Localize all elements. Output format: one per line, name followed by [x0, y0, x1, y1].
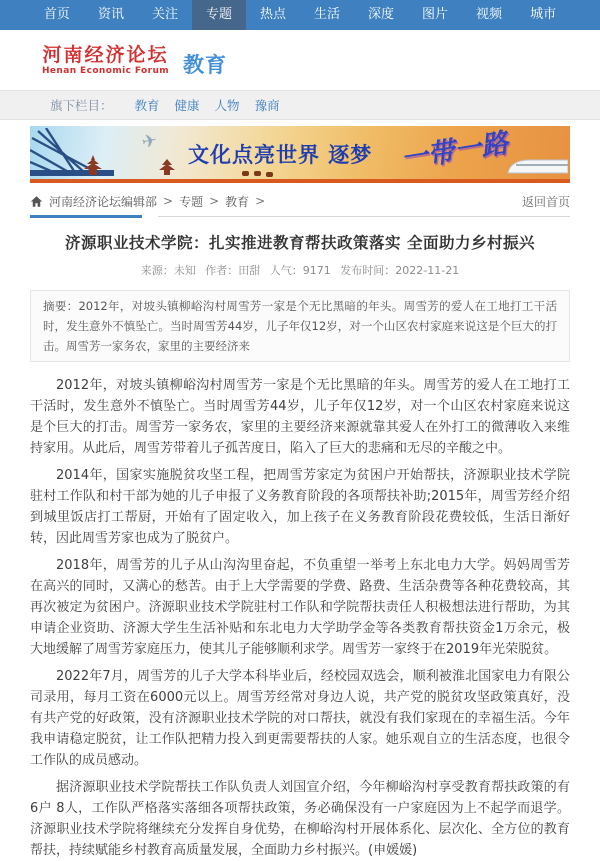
- nav-item-life[interactable]: 生活: [314, 7, 341, 22]
- nav-item-hot[interactable]: 热点: [259, 7, 286, 22]
- nav-item-depth[interactable]: 深度: [368, 7, 395, 22]
- plane-icon: ✈: [139, 129, 160, 154]
- nav-item-city[interactable]: 城市: [530, 7, 557, 22]
- pagoda-icon: [158, 159, 176, 179]
- article-title: 济源职业技术学院：扎实推进教育帮扶政策落实 全面助力乡村振兴: [65, 234, 535, 252]
- meta-date: 发布时间：2022-11-21: [340, 264, 460, 277]
- article-body: [30, 375, 570, 861]
- belt-and-road-banner[interactable]: [30, 126, 570, 183]
- article-paragraph: 2014年，国家实施脱贫攻坚工程，把周雪芳家定为贫困户开始帮扶，济源职业技术学院驻村工作队和村干部为她的儿子申报了义务教育阶段的各项帮扶补助;2015年，周雪芳经介绍到城里饭店打工帮厨，开始有了固定收入，加上孩子在义务教育阶段花费较低，生活日渐好转，因此周雪芳家也成为了脱贫户。: [30, 468, 570, 546]
- breadcrumb-separator: >: [163, 194, 174, 208]
- subnav-link-yushang[interactable]: 豫商: [254, 98, 280, 113]
- main-content: [30, 126, 570, 861]
- meta-source: 来源：未知: [140, 264, 196, 277]
- channel-title: 教育: [183, 53, 228, 77]
- breadcrumb-topics-link[interactable]: 专题: [179, 194, 204, 209]
- site-logo[interactable]: [42, 44, 169, 77]
- nav-item-video[interactable]: 视频: [476, 7, 503, 22]
- back-home-link[interactable]: 返回首页: [521, 194, 570, 209]
- banner-belt-road-text: 一带一路: [398, 127, 511, 176]
- article-paragraph: 2018年，周雪芳的儿子从山沟沟里奋起，不负重望一举考上东北电力大学。妈妈周雪芳在高兴的同时，又满心的愁苦。由于上大学需要的学费、路费、生活杂费等各种花费较高，其再次被定为贫困户。济源职业技术学院驻村工作队和学院帮扶责任人积极想法进行帮助，为其申请企业资助、济源大学生生活补贴和东北电力大学助学金等各类教育帮扶资金1万余元，极大地缓解了周雪芳家庭压力，使其儿子能够顺利求学。周雪芳一家终于在2019年光荣脱贫。: [30, 558, 570, 657]
- active-tab-underline: [30, 215, 142, 218]
- nav-item-news[interactable]: 资讯: [97, 7, 124, 22]
- subnav-link-education[interactable]: 教育: [134, 98, 160, 113]
- banner-slogan-text: 文化点亮世界 逐梦: [188, 143, 373, 167]
- breadcrumb-education-link[interactable]: 教育: [225, 194, 250, 209]
- article-paragraph: 2022年7月，周雪芳的儿子大学本科毕业后，经校园双选会，顺利被淮北国家电力有限公司录用，每月工资在6000元以上。周雪芳经常对身边人说，共产党的脱贫攻坚政策真好，没有共产党的好政策，没有济源职业技术学院的对口帮扶，就没有我们家现在的幸福生活。今年我申请稳定脱贫，让工作队把精力投入到更需要帮扶的人家。她乐观自立的生活态度，也很令工作队的成员感动。: [30, 669, 570, 768]
- tab-indicator: [30, 215, 570, 218]
- subnav-bar: [0, 90, 600, 120]
- divider-line: [158, 216, 570, 217]
- breadcrumb-separator: >: [209, 194, 220, 208]
- nav-item-topics[interactable]: 专题: [192, 0, 246, 30]
- camel-caravan-art: [242, 171, 249, 176]
- meta-views: 人气：9171: [269, 264, 331, 277]
- article-meta: [30, 262, 570, 278]
- site-header: [0, 30, 600, 90]
- meta-author: 作者：田甜: [205, 264, 261, 277]
- breadcrumb: [30, 191, 570, 211]
- train-icon: [506, 157, 568, 179]
- subnav-link-people[interactable]: 人物: [214, 98, 240, 113]
- nav-item-follow[interactable]: 关注: [151, 7, 178, 22]
- nav-item-pictures[interactable]: 图片: [422, 7, 449, 22]
- article-paragraph: 据济源职业技术学院帮扶工作队负责人刘国宣介绍，今年柳峪沟村享受教育帮扶政策的有 6户 8人，工作队严格落实落细各项帮扶政策，务必确保没有一户家庭因为上不起学而退学。济源职业技术学院将继续充分发挥自身优势，在柳峪沟村开展体系化、层次化、全方位的教育帮扶，持续赋能乡村教育高质量发展，全面助力乡村振兴。(申媛媛): [30, 780, 570, 858]
- site-name-english: Henan Economic Forum: [42, 65, 170, 76]
- site-name: 河南经济论坛: [42, 43, 169, 66]
- subnav-label: 旗下栏目：: [50, 98, 113, 113]
- banner-bottom-strip: [30, 179, 570, 183]
- subnav-link-health[interactable]: 健康: [174, 98, 200, 113]
- nav-item-home[interactable]: 首页: [43, 7, 70, 22]
- article-abstract: 摘要：2012年，对坡头镇柳峪沟村周雪芳一家是个无比黑暗的年头。周雪芳的爱人在工地打工干活时，发生意外不慎坠亡。当时周雪芳44岁，儿子年仅12岁，对一个山区农村家庭来说这是个巨大的打击。周雪芳一家务农，家里的主要经济来: [30, 290, 570, 362]
- pagoda-icon: [82, 155, 104, 179]
- breadcrumb-site-link[interactable]: 河南经济论坛编辑部: [49, 194, 158, 209]
- home-icon: [30, 195, 43, 208]
- breadcrumb-separator: >: [255, 194, 266, 208]
- article-paragraph: 2012年，对坡头镇柳峪沟村周雪芳一家是个无比黑暗的年头。周雪芳的爱人在工地打工干活时，发生意外不慎坠亡。当时周雪芳44岁，儿子年仅12岁，对一个山区农村家庭来说这是个巨大的打击。周雪芳一家务农，家里的主要经济来源就靠其爱人在外打工的微薄收入来维持家用。从此后，周雪芳带着儿子孤苦度日，陷入了巨大的悲痛和无尽的辛酸之中。: [30, 378, 570, 456]
- top-navigation: [0, 0, 600, 30]
